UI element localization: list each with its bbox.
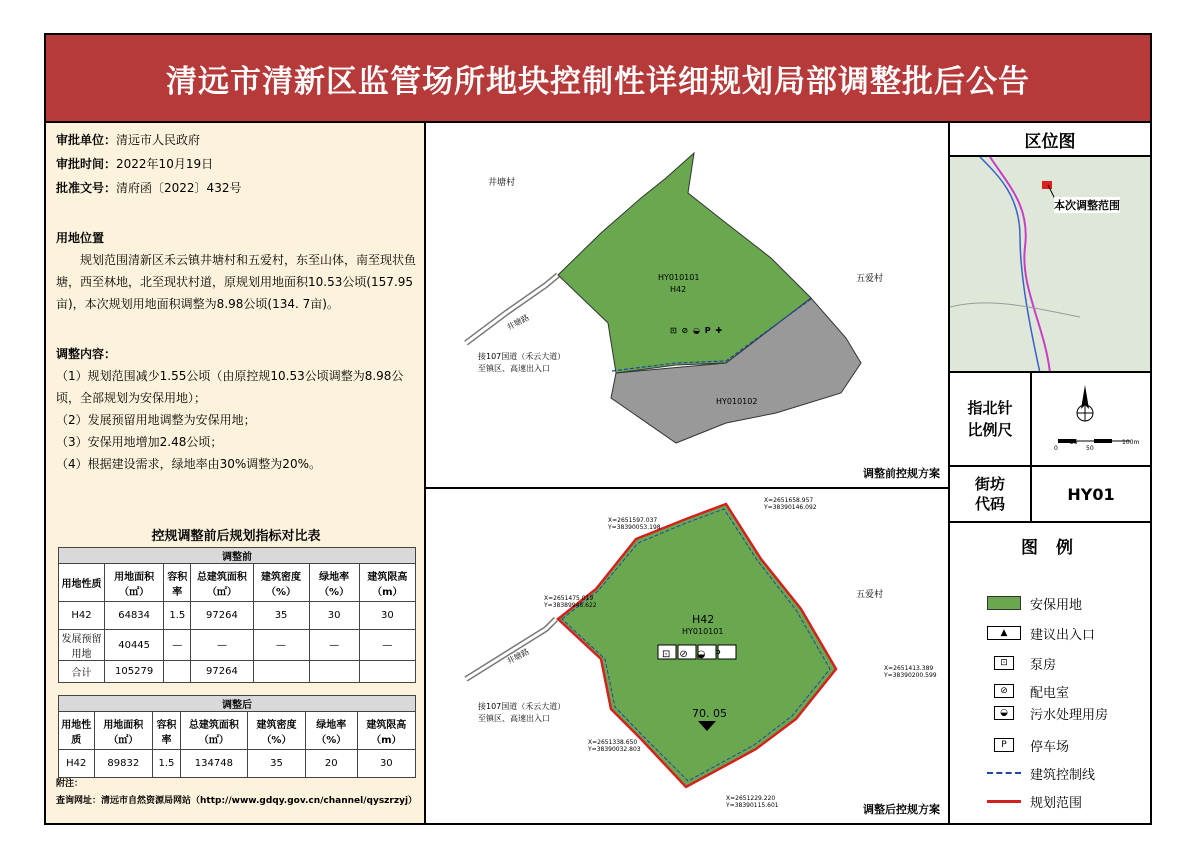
notice-frame <box>44 33 1152 825</box>
substation-icon: ⊘ <box>986 684 1022 698</box>
table-row: H42 64834 1.5 97264 35 30 30 <box>59 602 416 630</box>
legend-item: 建筑控制线 <box>986 763 1095 783</box>
map-caption: 调整后控规方案 <box>863 803 940 816</box>
parcel-code: HY010101 <box>682 627 724 636</box>
page-title: 清远市清新区监管场所地块控制性详细规划局部调整批后公告 <box>46 35 1150 123</box>
header-cell: 绿地率（%） <box>309 564 359 602</box>
svg-text:⊡ ⊘ ◒ P ✚: ⊡ ⊘ ◒ P ✚ <box>670 326 724 335</box>
header-cell: 用地面积（㎡） <box>94 712 153 750</box>
road-note: 至镇区、高速出入口 <box>478 364 550 373</box>
sewage-icon: ◒ <box>986 706 1022 720</box>
building-line-icon <box>986 766 1022 780</box>
right-panel <box>950 123 1150 823</box>
scale-tick: 100m <box>1122 439 1140 446</box>
scale-tick: 0 <box>1054 445 1058 452</box>
scale-tick: 25 <box>1070 439 1078 446</box>
note-text: 查询网址：清远市自然资源局网站（http://www.gdqy.gov.cn/channel/qyszrzyj） <box>56 796 418 806</box>
village-label: 井塘村 <box>488 178 516 188</box>
compass-scale-label: 指北针 比例尺 <box>950 373 1032 465</box>
coord-label: X=2651658.957 Y=38390146.092 <box>764 497 817 511</box>
table-row: 发展预留用地 40445 — — — — — <box>59 630 416 661</box>
adjustment-list <box>56 365 416 475</box>
parking-icon: P <box>986 738 1022 752</box>
header-cell: 用地性质 <box>59 564 105 602</box>
approval-doc-number: 批准文号：清府函〔2022〕432号 <box>56 181 242 195</box>
legend-item: ⊘ 配电室 <box>986 681 1069 701</box>
header-cell: 总建筑面积（㎡） <box>191 564 253 602</box>
approval-unit: 审批单位：清远市人民政府 <box>56 133 201 147</box>
header-cell: 建筑限高（m） <box>357 712 415 750</box>
village-label: 五爱村 <box>856 274 884 284</box>
location-map <box>950 157 1150 373</box>
note-label: 附注： <box>56 779 84 789</box>
coord-label: X=2651338.650 Y=38390032.803 <box>588 739 641 753</box>
after-caption: 调整后 <box>59 696 416 712</box>
block-code-row <box>950 467 1150 523</box>
header-cell: 建筑限高（m） <box>359 564 415 602</box>
header-cell: 建筑密度（%） <box>253 564 309 602</box>
parcel-code: HY010102 <box>716 397 758 406</box>
legend-item: 规划范围 <box>986 791 1082 811</box>
parcel-code: HY010101 <box>658 273 700 282</box>
before-table <box>58 547 416 683</box>
legend-item: 安保用地 <box>986 593 1082 613</box>
adjustment-item: （3）安保用地增加2.48公顷； <box>56 435 223 449</box>
entrance-triangle-icon: ▲ <box>986 626 1022 640</box>
location-heading: 用地位置 <box>56 231 105 245</box>
coord-label: X=2651475.019 Y=38389946.622 <box>544 595 597 609</box>
road-note: 至镇区、高速出入口 <box>478 714 550 723</box>
legend-item: ⊡ 泵房 <box>986 653 1056 673</box>
road-note: 接107国道（禾云大道） <box>478 352 566 361</box>
header-cell: 用地面积（㎡） <box>104 564 163 602</box>
pump-room-icon: ⊡ <box>986 656 1022 670</box>
location-map-title: 区位图 <box>950 123 1150 157</box>
compass-icon <box>1050 379 1140 459</box>
location-text: 规划范围清新区禾云镇井塘村和五爱村，东至山体，南至现状鱼塘，西至林地，北至现状村道，原规划用地面积10.53公顷(157.95亩)，本次规划用地面积调整为8.98公顷(134. 7亩)。 <box>56 253 417 311</box>
adjustment-item: （2）发展预留用地调整为安保用地； <box>56 413 256 427</box>
header-cell: 建筑密度（%） <box>248 712 306 750</box>
security-land-swatch <box>986 596 1022 610</box>
adjustment-item: （4）根据建设需求，绿地率由30%调整为20%。 <box>56 457 321 471</box>
compass-scale-row <box>950 373 1150 467</box>
coord-label: X=2651413.389 Y=38390200.599 <box>884 665 937 679</box>
map-after <box>426 489 950 823</box>
map-caption: 调整前控规方案 <box>863 467 940 480</box>
facility-icons: ⊡⊘◒P <box>662 649 730 660</box>
after-table <box>58 695 416 778</box>
coord-label: X=2651597.037 Y=38390053.198 <box>608 517 661 531</box>
header-cell: 容积率 <box>153 712 181 750</box>
parcel-type: H42 <box>670 285 687 294</box>
road-label: 井塘路 <box>505 312 531 333</box>
before-caption: 调整前 <box>59 548 416 564</box>
block-code-label: 街坊 代码 <box>950 467 1032 521</box>
legend-item: ▲ 建议出入口 <box>986 623 1095 643</box>
header-cell: 容积率 <box>164 564 191 602</box>
adjustment-item: （1）规划范围减少1.55公顷（由原控规10.53公顷调整为8.98公顷，全部规划为安保用地）； <box>56 369 404 405</box>
road-note: 接107国道（禾云大道） <box>478 702 566 711</box>
location-map-drawing <box>950 157 1150 373</box>
road-label: 井塘路 <box>505 646 531 667</box>
legend-item: ◒ 污水处理用房 <box>986 703 1108 723</box>
coord-label: X=2651229.220 Y=38390115.601 <box>726 795 779 809</box>
table-title: 控规调整前后规划指标对比表 <box>151 529 321 544</box>
table-row: 合计 105279 97264 <box>59 661 416 683</box>
boundary-line-icon <box>986 794 1022 808</box>
left-info-panel <box>46 123 426 823</box>
table-row: H42 89832 1.5 134748 35 20 30 <box>59 750 416 778</box>
adjustment-heading: 调整内容： <box>56 347 117 361</box>
elevation-label: 70. 05 <box>692 707 727 720</box>
scale-tick: 50 <box>1086 445 1094 452</box>
legend-item: P 停车场 <box>986 735 1069 755</box>
approval-time: 审批时间：2022年10月19日 <box>56 157 214 171</box>
map-before <box>426 123 950 489</box>
village-label: 五爱村 <box>856 590 884 600</box>
header-cell: 用地性质 <box>59 712 95 750</box>
location-label: 本次调整范围 <box>1054 199 1120 212</box>
header-cell: 绿地率（%） <box>305 712 357 750</box>
block-code-value: HY01 <box>1067 484 1115 504</box>
parcel-type: H42 <box>692 613 715 626</box>
header-cell: 总建筑面积（㎡） <box>180 712 247 750</box>
legend-title: 图 例 <box>1021 538 1079 558</box>
